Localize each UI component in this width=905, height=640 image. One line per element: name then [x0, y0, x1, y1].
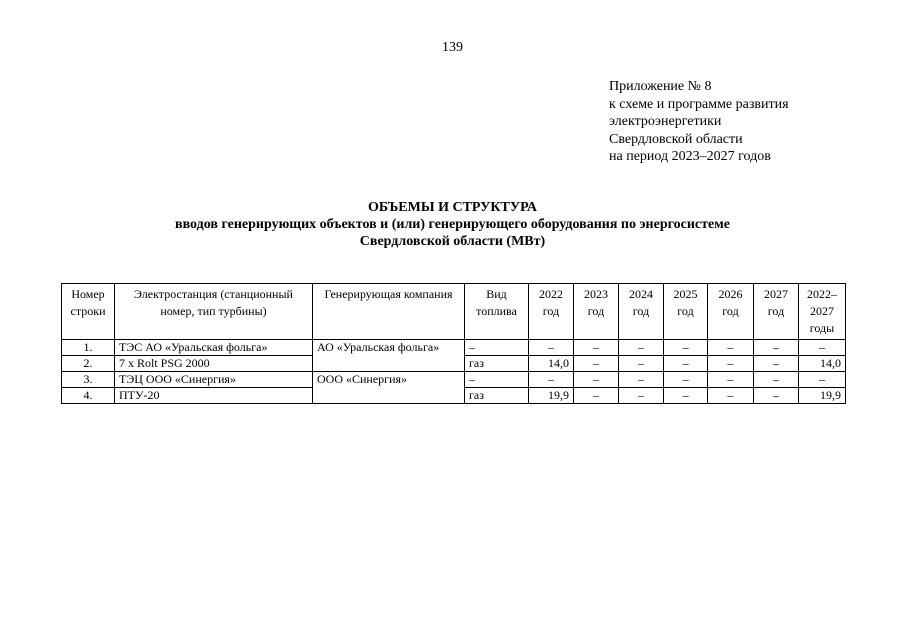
cell-total: – [799, 340, 846, 356]
cell-total: – [799, 372, 846, 388]
cell-row-number: 4. [62, 388, 115, 404]
cell-station: 7 x Rolt PSG 2000 [115, 356, 313, 372]
cell-fuel: – [465, 372, 529, 388]
cell-row-number: 1. [62, 340, 115, 356]
appendix-line: к схеме и программе развития [609, 96, 789, 112]
cell-2022: – [529, 340, 574, 356]
appendix-line: электроэнергетики [609, 114, 722, 129]
cell-2027: – [754, 340, 799, 356]
cell-2027: – [754, 388, 799, 404]
cell-2025: – [664, 372, 708, 388]
cell-station: ПТУ-20 [115, 388, 313, 404]
cell-company: ООО «Синергия» [313, 372, 465, 404]
cell-2022: – [529, 372, 574, 388]
cell-station: ТЭС АО «Уральская фольга» [115, 340, 313, 356]
cell-2025: – [664, 388, 708, 404]
document-title [0, 199, 905, 250]
cell-2023: – [574, 372, 619, 388]
cell-2024: – [619, 372, 664, 388]
header-cell-2023: 2023 год [574, 284, 619, 340]
cell-2026: – [708, 388, 754, 404]
cell-row-number: 2. [62, 356, 115, 372]
header-cell-2026: 2026 год [708, 284, 754, 340]
appendix-line: на период 2023–2027 годов [609, 149, 771, 164]
cell-2026: – [708, 340, 754, 356]
header-cell-row-number: Номер строки [62, 284, 115, 340]
cell-fuel: газ [465, 356, 529, 372]
header-cell-total: 2022–2027 годы [799, 284, 846, 340]
appendix-line: Свердловской области [609, 131, 743, 147]
cell-station: ТЭЦ ООО «Синергия» [115, 372, 313, 388]
cell-2025: – [664, 356, 708, 372]
cell-fuel: газ [465, 388, 529, 404]
cell-2026: – [708, 372, 754, 388]
cell-2022: 14,0 [529, 356, 574, 372]
table-row [62, 340, 846, 356]
header-cell-fuel: Вид топлива [465, 284, 529, 340]
appendix-line: Приложение № 8 [609, 79, 712, 94]
cell-total: 19,9 [799, 388, 846, 404]
header-cell-station: Электростанция (станционный номер, тип турбины) [115, 284, 313, 340]
title-line: вводов генерирующих объектов и (или) генерирующего оборудования по энергосистеме [175, 217, 730, 232]
cell-total: 14,0 [799, 356, 846, 372]
title-line: ОБЪЕМЫ И СТРУКТУРА [367, 200, 538, 215]
cell-2027: – [754, 356, 799, 372]
cell-2024: – [619, 388, 664, 404]
header-cell-2022: 2022 год [529, 284, 574, 340]
cell-2026: – [708, 356, 754, 372]
table-row [62, 372, 846, 388]
appendix-note [609, 78, 789, 166]
header-cell-company: Генерирующая компания [313, 284, 465, 340]
header-cell-2024: 2024 год [619, 284, 664, 340]
title-line: Свердловской области (МВт) [359, 234, 546, 249]
cell-fuel: – [465, 340, 529, 356]
cell-2023: – [574, 388, 619, 404]
cell-2024: – [619, 340, 664, 356]
cell-2023: – [574, 356, 619, 372]
cell-2024: – [619, 356, 664, 372]
cell-2027: – [754, 372, 799, 388]
cell-2025: – [664, 340, 708, 356]
header-cell-2025: 2025 год [664, 284, 708, 340]
cell-company: АО «Уральская фольга» [313, 340, 465, 372]
cell-2023: – [574, 340, 619, 356]
cell-row-number: 3. [62, 372, 115, 388]
cell-2022: 19,9 [529, 388, 574, 404]
table-header-row [62, 284, 846, 340]
generation-table [61, 283, 846, 404]
header-cell-2027: 2027 год [754, 284, 799, 340]
page-number: 139 [442, 40, 463, 55]
